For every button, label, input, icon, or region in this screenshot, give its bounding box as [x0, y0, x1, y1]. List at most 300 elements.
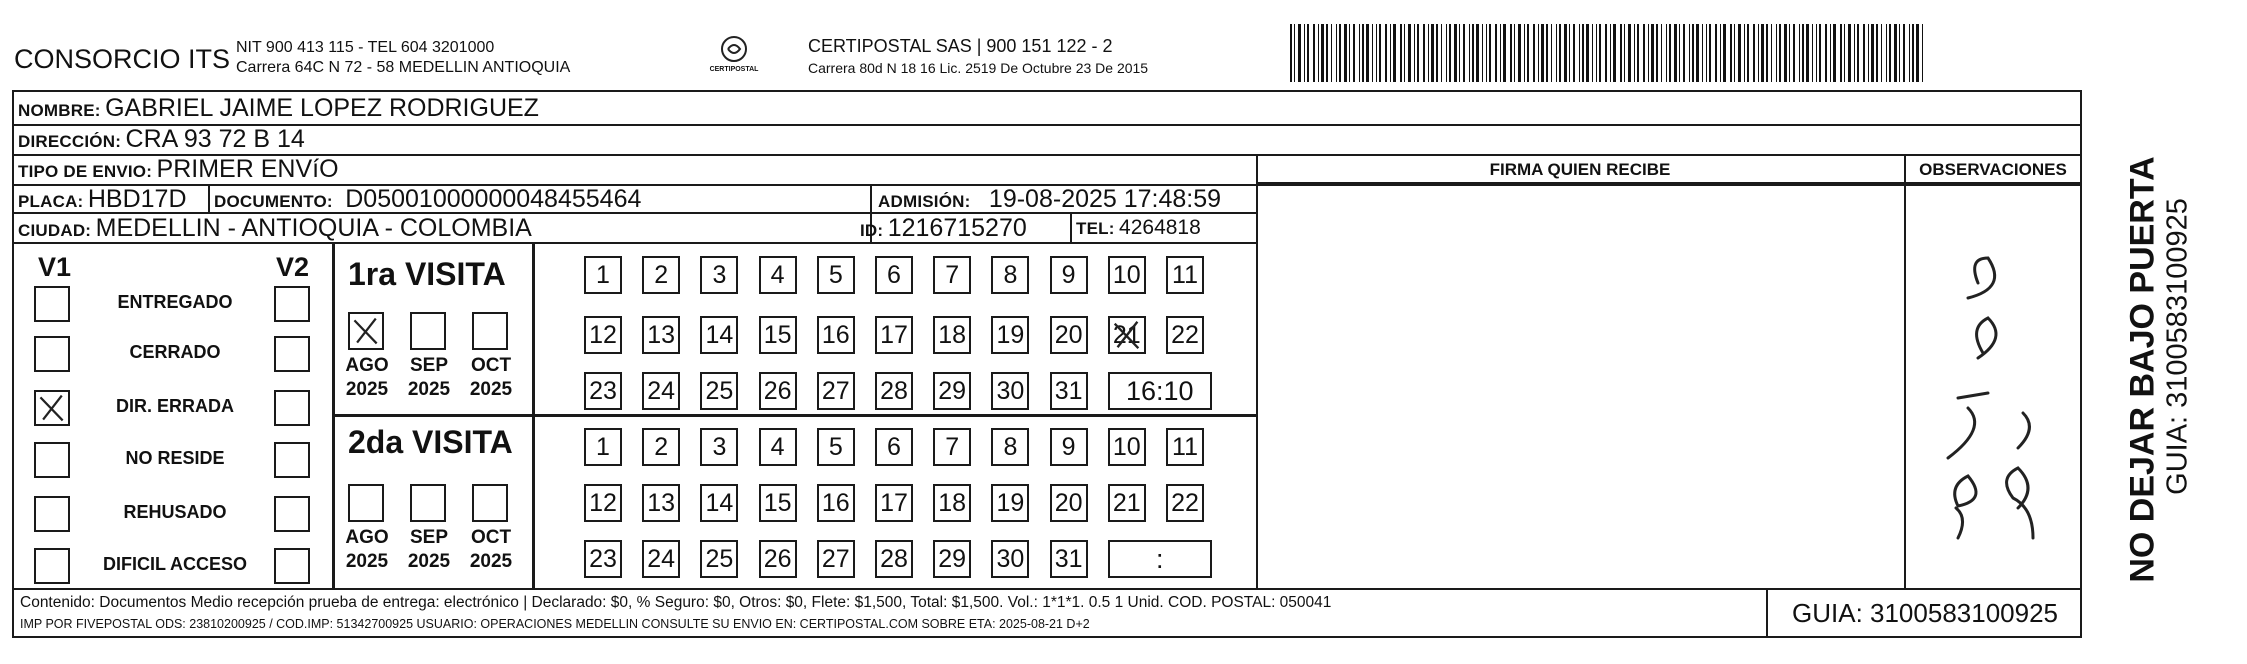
- barcode-bar: [1881, 24, 1882, 82]
- barcode-bar: [1758, 24, 1759, 82]
- day-box[interactable]: [584, 540, 622, 578]
- day-box[interactable]: [1050, 256, 1088, 294]
- barcode-bar: [1446, 24, 1447, 82]
- day-box[interactable]: [933, 316, 971, 354]
- barcode-bar: [1533, 24, 1535, 82]
- day-box[interactable]: [817, 316, 855, 354]
- v2-checkbox[interactable]: [274, 442, 310, 478]
- barcode-bar: [1679, 24, 1680, 82]
- barcode-bar: [1449, 24, 1451, 82]
- barcode-bar: [1569, 24, 1570, 82]
- v1-checkbox[interactable]: [34, 548, 70, 584]
- day-number: 1: [596, 260, 610, 289]
- tipo-label: TIPO DE ENVIO:: [18, 162, 153, 181]
- day-box[interactable]: [700, 484, 738, 522]
- barcode-bar: [1761, 24, 1764, 82]
- barcode-bar: [1318, 24, 1319, 82]
- month-checkbox[interactable]: [410, 484, 446, 522]
- day-number: 13: [647, 488, 676, 517]
- barcode-bar: [1304, 24, 1305, 82]
- tel-row: [1076, 216, 1201, 240]
- status-label: DIFICIL ACCESO: [102, 554, 247, 574]
- barcode-bar: [1441, 24, 1442, 82]
- barcode-bar: [1404, 24, 1405, 82]
- day-box[interactable]: [991, 256, 1029, 294]
- barcode-bar: [1669, 24, 1671, 82]
- day-box[interactable]: [1108, 316, 1146, 354]
- day-box[interactable]: [991, 428, 1029, 466]
- barcode-bar: [1376, 24, 1377, 82]
- barcode-bar: [1871, 24, 1874, 82]
- day-box[interactable]: [759, 428, 797, 466]
- day-number: 27: [821, 544, 850, 573]
- barcode-bar: [1876, 24, 1878, 82]
- v1-checkbox[interactable]: [34, 336, 70, 372]
- day-box[interactable]: [584, 256, 622, 294]
- day-number: 26: [763, 376, 792, 405]
- barcode-bar: [1651, 24, 1654, 82]
- barcode-bar: [1414, 24, 1415, 82]
- month-label: OCT 2025: [469, 355, 513, 400]
- day-number: 19: [996, 488, 1025, 517]
- day-box[interactable]: [817, 484, 855, 522]
- v2-checkbox[interactable]: [274, 548, 310, 584]
- barcode-bar: [1903, 24, 1905, 82]
- barcode-bar: [1802, 24, 1804, 82]
- day-box[interactable]: [1166, 428, 1204, 466]
- day-number: 3: [712, 432, 727, 461]
- barcode-bar: [1344, 24, 1347, 82]
- barcode-bar: [1816, 24, 1817, 82]
- day-number: 29: [938, 544, 967, 573]
- barcode-bar: [1408, 24, 1411, 82]
- contenido-line: Contenido: Documentos Medio recepción prueba de entrega: electrónico | Declarado: $0, % Seguro: $0, Otros: $0, Flete: $1,500, Total: $1,500. Vol.: 1*1*1. 0.5 1 Unid. COD. POSTAL: 050041: [20, 594, 1332, 611]
- tel-value: 4264818: [1119, 216, 1201, 239]
- barcode-bar: [1747, 24, 1749, 82]
- barcode-bar: [1793, 24, 1795, 82]
- barcode-bar: [1469, 24, 1470, 82]
- day-box[interactable]: [642, 256, 680, 294]
- id-label: ID:: [860, 221, 884, 240]
- day-box[interactable]: [933, 540, 971, 578]
- day-number: 24: [647, 376, 676, 405]
- barcode-bar: [1784, 24, 1787, 82]
- direccion-row: [18, 125, 305, 154]
- barcode-bar: [1596, 24, 1597, 82]
- day-number: 3: [712, 260, 727, 289]
- barcode-bar: [1417, 24, 1419, 82]
- barcode-bar: [1912, 24, 1914, 82]
- day-box[interactable]: [1050, 372, 1088, 410]
- day-box[interactable]: [933, 484, 971, 522]
- barcode-bar: [1734, 24, 1735, 82]
- barcode-bar: [1579, 24, 1580, 82]
- barcode-bar: [1436, 24, 1438, 82]
- day-box[interactable]: [700, 316, 738, 354]
- day-box[interactable]: [1108, 484, 1146, 522]
- month-checkbox[interactable]: [410, 312, 446, 350]
- side-text: [2104, 90, 2194, 638]
- day-number: 2: [654, 260, 669, 289]
- v2-checkbox[interactable]: [274, 390, 310, 426]
- status-label: DIR. ERRADA: [115, 396, 234, 416]
- barcode-bar: [1331, 24, 1332, 82]
- direccion-value: CRA 93 72 B 14: [125, 125, 305, 153]
- day-number: 6: [887, 260, 901, 289]
- no-dejar-bajo-puerta: NO DEJAR BAJO PUERTA: [2123, 156, 2162, 583]
- barcode-bar: [1857, 24, 1859, 82]
- day-number: 18: [938, 488, 967, 517]
- barcode-bar: [1634, 24, 1635, 82]
- month-checkbox[interactable]: [348, 312, 384, 350]
- day-box[interactable]: [933, 372, 971, 410]
- placa-row: [18, 185, 187, 214]
- time-box[interactable]: [1108, 372, 1212, 410]
- barcode-bar: [1524, 24, 1525, 82]
- day-number: 12: [589, 488, 617, 517]
- barcode-bar: [1393, 24, 1396, 82]
- status-label: CERRADO: [129, 342, 221, 362]
- day-number: 10: [1112, 432, 1141, 461]
- barcode-bar: [1830, 24, 1831, 82]
- day-box[interactable]: [700, 540, 738, 578]
- barcode-bar: [1916, 24, 1919, 82]
- day-box[interactable]: [1050, 428, 1088, 466]
- barcode-bar: [1894, 24, 1897, 82]
- day-box[interactable]: [875, 256, 913, 294]
- barcode-bar: [1766, 24, 1768, 82]
- barcode-bar: [1628, 24, 1631, 82]
- side-guia: GUIA: 3100583100925: [2161, 198, 2194, 495]
- barcode-bar: [1428, 24, 1429, 82]
- day-box[interactable]: [584, 316, 622, 354]
- day-box[interactable]: [933, 256, 971, 294]
- barcode-bar: [1510, 24, 1512, 82]
- barcode-bar: [1541, 24, 1544, 82]
- barcode-bar: [1527, 24, 1529, 82]
- barcode-bar: [1620, 24, 1622, 82]
- day-box[interactable]: [759, 372, 797, 410]
- placa-label: PLACA:: [18, 192, 84, 211]
- barcode-bar: [1459, 24, 1460, 82]
- day-number: 19: [996, 320, 1025, 349]
- day-box[interactable]: [817, 540, 855, 578]
- month-checkbox[interactable]: [472, 312, 508, 350]
- day-number: 20: [1054, 320, 1083, 349]
- id-value: 1216715270: [887, 214, 1027, 242]
- barcode-bar: [1844, 24, 1845, 82]
- day-box[interactable]: [1050, 316, 1088, 354]
- first-visit-title: 1ra VISITA: [348, 256, 506, 292]
- day-box[interactable]: [584, 372, 622, 410]
- day-number: 31: [1054, 544, 1083, 573]
- day-box[interactable]: [1108, 428, 1146, 466]
- barcode-bar: [1472, 24, 1474, 82]
- month-checkbox[interactable]: [348, 484, 384, 522]
- month-checkbox[interactable]: [472, 484, 508, 522]
- day-number: 24: [647, 544, 676, 573]
- day-box[interactable]: [642, 428, 680, 466]
- day-box[interactable]: [1166, 484, 1204, 522]
- status-label: REHUSADO: [123, 502, 227, 522]
- day-box[interactable]: [759, 316, 797, 354]
- day-number: 7: [945, 260, 960, 289]
- barcode-bar: [1307, 24, 1309, 82]
- month-label: AGO 2025: [345, 527, 389, 572]
- barcode-bar: [1899, 24, 1900, 82]
- day-box[interactable]: [991, 540, 1029, 578]
- barcode-bar: [1605, 24, 1607, 82]
- day-number: 29: [938, 376, 967, 405]
- day-number: 21: [1112, 320, 1141, 349]
- day-box[interactable]: [991, 484, 1029, 522]
- barcode-bar: [1559, 24, 1561, 82]
- day-number: 22: [1171, 488, 1199, 517]
- barcode-bar: [1889, 24, 1891, 82]
- barcode-bar: [1819, 24, 1821, 82]
- day-box[interactable]: [933, 428, 971, 466]
- barcode-bar: [1372, 24, 1373, 82]
- v1-checkbox[interactable]: [34, 442, 70, 478]
- day-number: 16: [821, 320, 850, 349]
- barcode-bar: [1840, 24, 1842, 82]
- barcode-bar: [1321, 24, 1324, 82]
- day-number: 18: [938, 320, 967, 349]
- barcode-bar: [1753, 24, 1755, 82]
- barcode-bar: [1592, 24, 1593, 82]
- barcode-bar: [1500, 24, 1501, 82]
- v2-checkbox[interactable]: [274, 496, 310, 532]
- barcode-bar: [1637, 24, 1639, 82]
- barcode-bar: [1495, 24, 1497, 82]
- day-box[interactable]: [817, 256, 855, 294]
- day-number: 27: [821, 376, 850, 405]
- barcode-bar: [1776, 24, 1777, 82]
- barcode-bar: [1922, 24, 1923, 82]
- ciudad-label: CIUDAD:: [18, 221, 92, 240]
- day-box[interactable]: [875, 428, 913, 466]
- tipo-row: [18, 155, 339, 184]
- barcode-bar: [1518, 24, 1521, 82]
- day-number: 2: [654, 432, 669, 461]
- barcode-bar: [1339, 24, 1341, 82]
- barcode-bar: [1696, 24, 1699, 82]
- second-visit-title: 2da VISITA: [348, 424, 513, 460]
- day-number: 15: [763, 488, 792, 517]
- month-label: SEP 2025: [407, 355, 451, 400]
- observaciones-header: OBSERVACIONES: [1919, 160, 2067, 179]
- address-line: Carrera 64C N 72 - 58 MEDELLIN ANTIOQUIA: [236, 59, 571, 76]
- barcode-bar: [1582, 24, 1584, 82]
- day-box[interactable]: [759, 484, 797, 522]
- day-number: 14: [705, 488, 734, 517]
- v1-checkbox[interactable]: [34, 390, 70, 426]
- day-number: 17: [880, 320, 908, 349]
- day-number: 26: [763, 544, 792, 573]
- barcode-bar: [1366, 24, 1369, 82]
- documento-row: [214, 185, 641, 214]
- barcode-bar: [1771, 24, 1772, 82]
- barcode-bar: [1482, 24, 1483, 82]
- documento-label: DOCUMENTO:: [214, 192, 333, 211]
- direccion-label: DIRECCIÓN:: [18, 132, 122, 151]
- barcode-bar: [1738, 24, 1741, 82]
- barcode-bar: [1573, 24, 1575, 82]
- day-box[interactable]: [700, 428, 738, 466]
- day-box[interactable]: [642, 316, 680, 354]
- day-number: 1: [596, 432, 610, 461]
- ciudad-value: MEDELLIN - ANTIOQUIA - COLOMBIA: [95, 214, 532, 242]
- logo-text: CERTIPOSTAL: [709, 66, 759, 73]
- month-label: AGO 2025: [345, 355, 389, 400]
- day-number: 5: [828, 260, 843, 289]
- barcode-bar: [1709, 24, 1711, 82]
- admision-row: [878, 185, 1221, 214]
- barcode-bar: [1683, 24, 1685, 82]
- status-label: NO RESIDE: [125, 448, 225, 468]
- time-value: 16:10: [1126, 375, 1194, 406]
- barcode-bar: [1298, 24, 1301, 82]
- day-box[interactable]: [584, 484, 622, 522]
- day-number: 11: [1172, 432, 1198, 461]
- barcode-bar: [1586, 24, 1589, 82]
- barcode-bar: [1825, 24, 1827, 82]
- barcode-bar: [1503, 24, 1506, 82]
- barcode-bar: [1385, 24, 1387, 82]
- barcode-bar: [1313, 24, 1315, 82]
- day-number: 22: [1171, 320, 1199, 349]
- month-label: OCT 2025: [469, 527, 513, 572]
- day-box[interactable]: [875, 484, 913, 522]
- barcode-bar: [1556, 24, 1557, 82]
- day-box[interactable]: [700, 256, 738, 294]
- day-box[interactable]: [1166, 256, 1204, 294]
- day-box[interactable]: [642, 372, 680, 410]
- v2-checkbox[interactable]: [274, 286, 310, 322]
- v2-label: V2: [276, 252, 310, 282]
- barcode-bar: [1624, 24, 1625, 82]
- barcode-bar: [1666, 24, 1667, 82]
- barcode-bar: [1692, 24, 1694, 82]
- barcode-bar: [1706, 24, 1707, 82]
- barcode-bar: [1514, 24, 1515, 82]
- documento-value: D05001000000048455464: [345, 185, 642, 213]
- footer-guia: GUIA: 3100583100925: [1792, 598, 2058, 628]
- barcode-bar: [1431, 24, 1434, 82]
- barcode-bar: [1476, 24, 1479, 82]
- barcode-bar: [1720, 24, 1721, 82]
- barcode-bar: [1674, 24, 1677, 82]
- v1-label: V1: [38, 252, 72, 282]
- day-number: 17: [880, 488, 908, 517]
- day-number: 12: [589, 320, 617, 349]
- day-box[interactable]: [991, 316, 1029, 354]
- barcode-bar: [1390, 24, 1391, 82]
- id-row: [860, 214, 1027, 243]
- v1-checkbox[interactable]: [34, 496, 70, 532]
- barcode-bar: [1799, 24, 1800, 82]
- barcode-bar: [1564, 24, 1567, 82]
- day-number: 16: [821, 488, 850, 517]
- barcode-bar: [1868, 24, 1869, 82]
- day-box[interactable]: [991, 372, 1029, 410]
- day-box[interactable]: [875, 316, 913, 354]
- imp-line: IMP POR FIVEPOSTAL ODS: 23810200925 / COD.IMP: 51342700925 USUARIO: OPERACIONES MEDELLIN CONSULTE SU ENVIO EN: CERTIPOSTAL.COM SOBRE ETA: 2025-08-21 D+2: [20, 617, 1090, 631]
- day-box[interactable]: [1108, 256, 1146, 294]
- barcode-bar: [1779, 24, 1781, 82]
- barcode-bar: [1656, 24, 1658, 82]
- day-box[interactable]: [817, 428, 855, 466]
- day-number: 25: [705, 544, 734, 573]
- day-number: 15: [763, 320, 792, 349]
- day-number: 30: [996, 544, 1025, 573]
- day-number: 23: [589, 544, 617, 573]
- day-box[interactable]: [700, 372, 738, 410]
- barcode-bar: [1546, 24, 1548, 82]
- barcode-bar: [1702, 24, 1703, 82]
- day-box[interactable]: [1166, 316, 1204, 354]
- day-box[interactable]: [642, 540, 680, 578]
- admision-label: ADMISIÓN:: [878, 192, 971, 211]
- company-name: CONSORCIO ITS: [14, 44, 231, 74]
- day-box[interactable]: [759, 540, 797, 578]
- day-number: 20: [1054, 488, 1083, 517]
- tipo-value: PRIMER ENVíO: [156, 155, 339, 183]
- barcode-bar: [1349, 24, 1350, 82]
- placa-value: HBD17D: [87, 185, 187, 213]
- day-number: 9: [1061, 260, 1076, 289]
- day-box[interactable]: [817, 372, 855, 410]
- v2-checkbox[interactable]: [274, 336, 310, 372]
- certipostal-line: CERTIPOSTAL SAS | 900 151 122 - 2: [808, 36, 1113, 56]
- day-box[interactable]: [875, 540, 913, 578]
- barcode-bar: [1661, 24, 1662, 82]
- barcode-bar: [1909, 24, 1910, 82]
- month-label: SEP 2025: [407, 527, 451, 572]
- barcode-bar: [1806, 24, 1809, 82]
- day-box[interactable]: [759, 256, 797, 294]
- barcode-bar: [1359, 24, 1360, 82]
- barcode-bar: [1863, 24, 1865, 82]
- time-box[interactable]: [1108, 540, 1212, 578]
- barcode-bar: [1290, 24, 1292, 82]
- day-number: 13: [647, 320, 676, 349]
- barcode-bar: [1744, 24, 1745, 82]
- barcode: [1290, 24, 1930, 82]
- day-box[interactable]: [1050, 540, 1088, 578]
- barcode-bar: [1486, 24, 1487, 82]
- barcode-bar: [1610, 24, 1611, 82]
- barcode-bar: [1812, 24, 1813, 82]
- day-number: 14: [705, 320, 734, 349]
- day-check-mark: [1110, 318, 1144, 352]
- nombre-row: [18, 94, 539, 123]
- day-number: 10: [1112, 260, 1141, 289]
- certipostal-address: Carrera 80d N 18 16 Lic. 2519 De Octubre 23 De 2015: [808, 60, 1149, 76]
- admision-value: 19-08-2025 17:48:59: [988, 185, 1222, 213]
- barcode-bar: [1854, 24, 1855, 82]
- day-box[interactable]: [875, 372, 913, 410]
- barcode-bar: [1730, 24, 1732, 82]
- day-number: 31: [1054, 376, 1083, 405]
- day-box[interactable]: [1050, 484, 1088, 522]
- day-number: 6: [887, 432, 901, 461]
- v1-checkbox[interactable]: [34, 286, 70, 322]
- day-box[interactable]: [642, 484, 680, 522]
- barcode-bar: [1454, 24, 1457, 82]
- barcode-bar: [1599, 24, 1601, 82]
- day-box[interactable]: [584, 428, 622, 466]
